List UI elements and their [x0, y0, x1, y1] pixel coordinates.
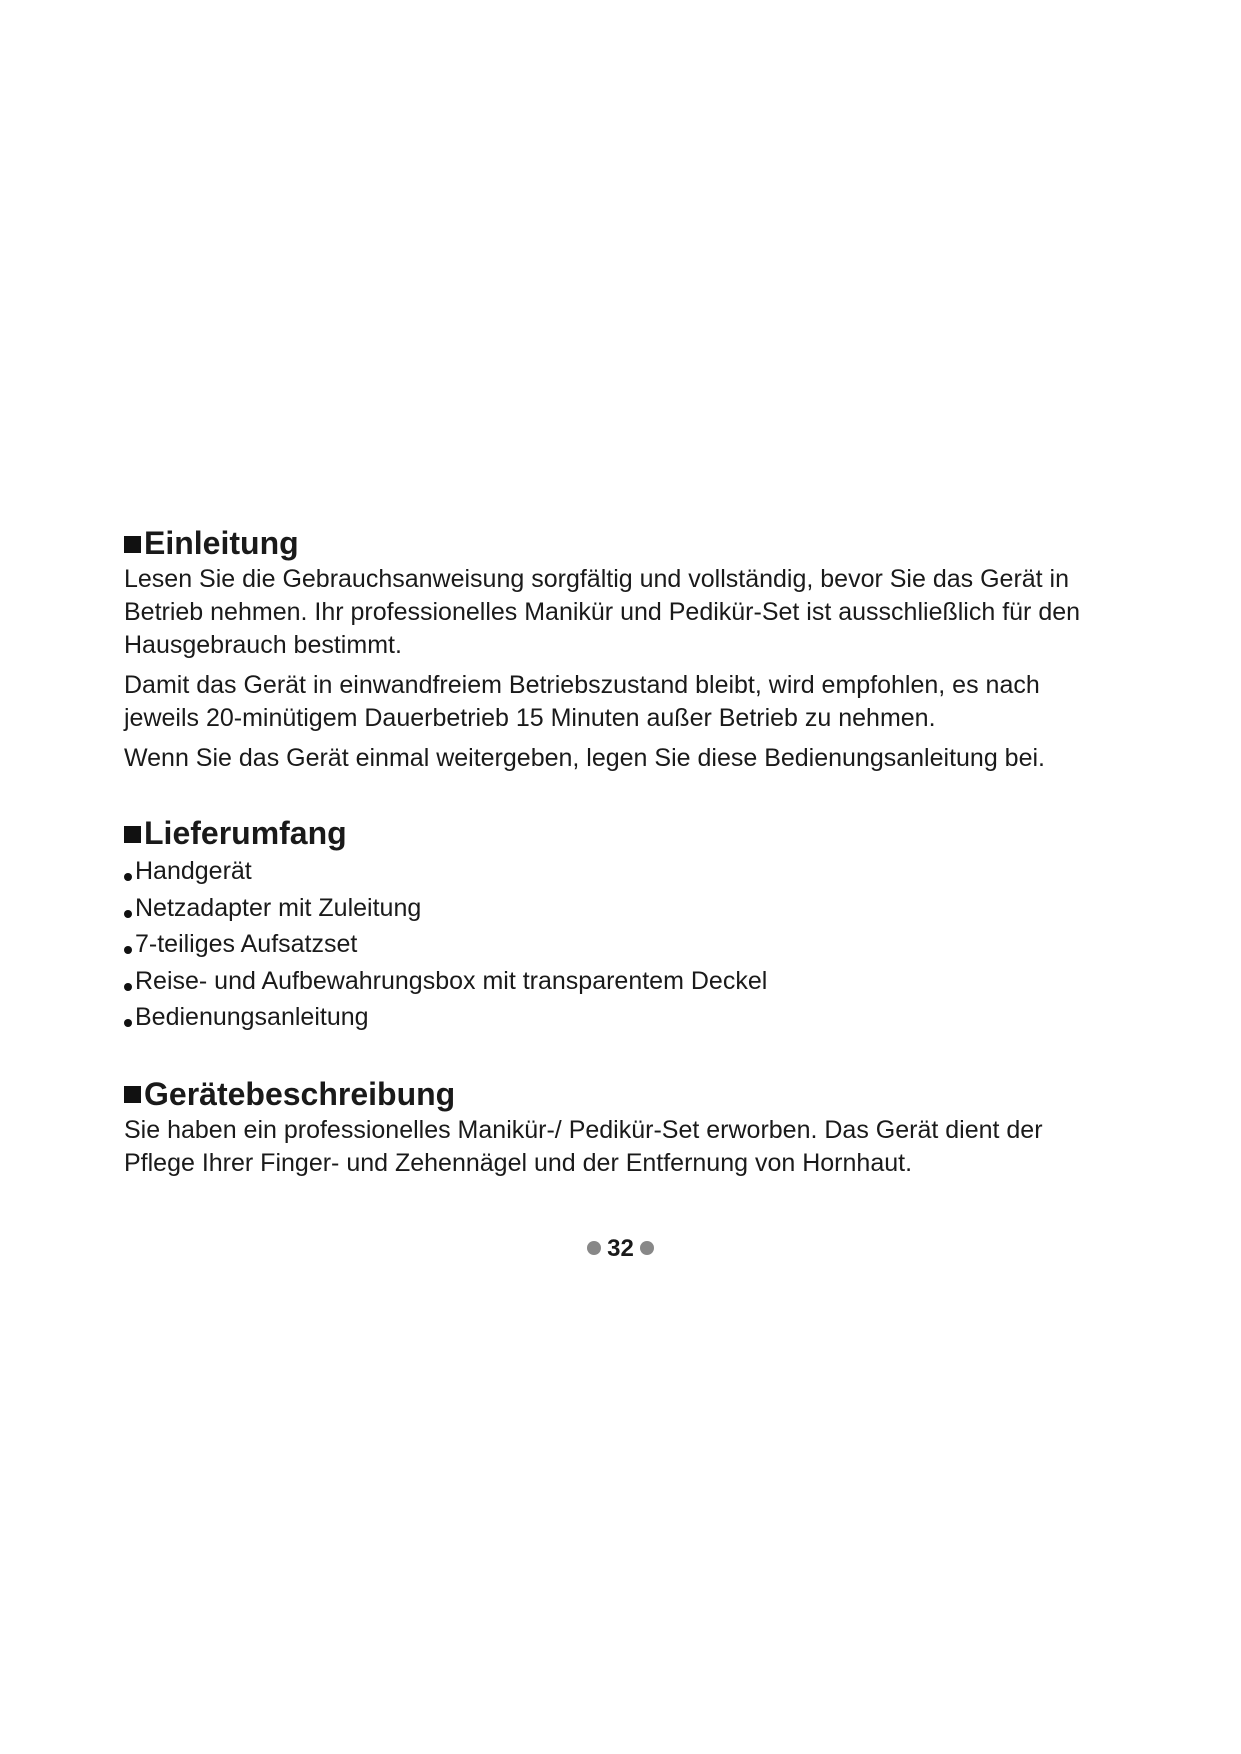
- paragraph: Lesen Sie die Gebrauchsanweisung sorgfältig und vollständig, bevor Sie das Gerät in Betrieb nehmen. Ihr professionelles Manikür und Pedikür-Set ist ausschließlich für den Hausgebrauch bestimmt.: [124, 565, 1081, 659]
- heading-text: Lieferumfang: [144, 815, 347, 851]
- list-item: Reise- und Aufbewahrungsbox mit transparentem Deckel: [124, 963, 1114, 1000]
- paragraph: Damit das Gerät in einwandfreiem Betriebszustand bleibt, wird empfohlen, es nach jeweils 20-minütigem Dauerbetrieb 15 Minuten außer Betrieb zu nehmen.: [124, 671, 1040, 732]
- heading-text: Gerätebeschreibung: [144, 1075, 456, 1112]
- delivery-list: [124, 853, 1114, 1036]
- page-footer: [0, 1234, 1241, 1264]
- heading-text: Einleitung: [144, 525, 299, 561]
- section-heading-lieferumfang: [124, 813, 1114, 853]
- square-bullet-icon: [124, 826, 141, 843]
- list-item: Netzadapter mit Zuleitung: [124, 890, 1114, 927]
- dot-bullet-icon: [124, 983, 132, 991]
- list-item: 7-teiliges Aufsatzset: [124, 926, 1114, 963]
- section-heading-einleitung: [124, 523, 1114, 563]
- dot-bullet-icon: [124, 873, 132, 881]
- document-body: [124, 523, 1114, 1180]
- paragraph: Sie haben ein professionelles Manikür-/ Pedikür-Set erworben. Das Gerät dient der Pflege Ihrer Finger- und Zehennägel und der Entfernung von Hornhaut.: [124, 1115, 1043, 1177]
- dot-bullet-icon: [124, 910, 132, 918]
- dot-bullet-icon: [124, 1019, 132, 1027]
- page-number: 32: [607, 1235, 634, 1262]
- square-bullet-icon: [124, 1086, 141, 1103]
- list-item: Handgerät: [124, 853, 1114, 890]
- dot-bullet-icon: [640, 1241, 654, 1255]
- square-bullet-icon: [124, 536, 141, 553]
- dot-bullet-icon: [587, 1241, 601, 1255]
- paragraph: Wenn Sie das Gerät einmal weitergeben, legen Sie diese Bedienungsanleitung bei.: [124, 744, 1045, 772]
- list-item: Bedienungsanleitung: [124, 999, 1114, 1036]
- dot-bullet-icon: [124, 946, 132, 954]
- section-heading-geraetebeschreibung: [124, 1074, 1114, 1114]
